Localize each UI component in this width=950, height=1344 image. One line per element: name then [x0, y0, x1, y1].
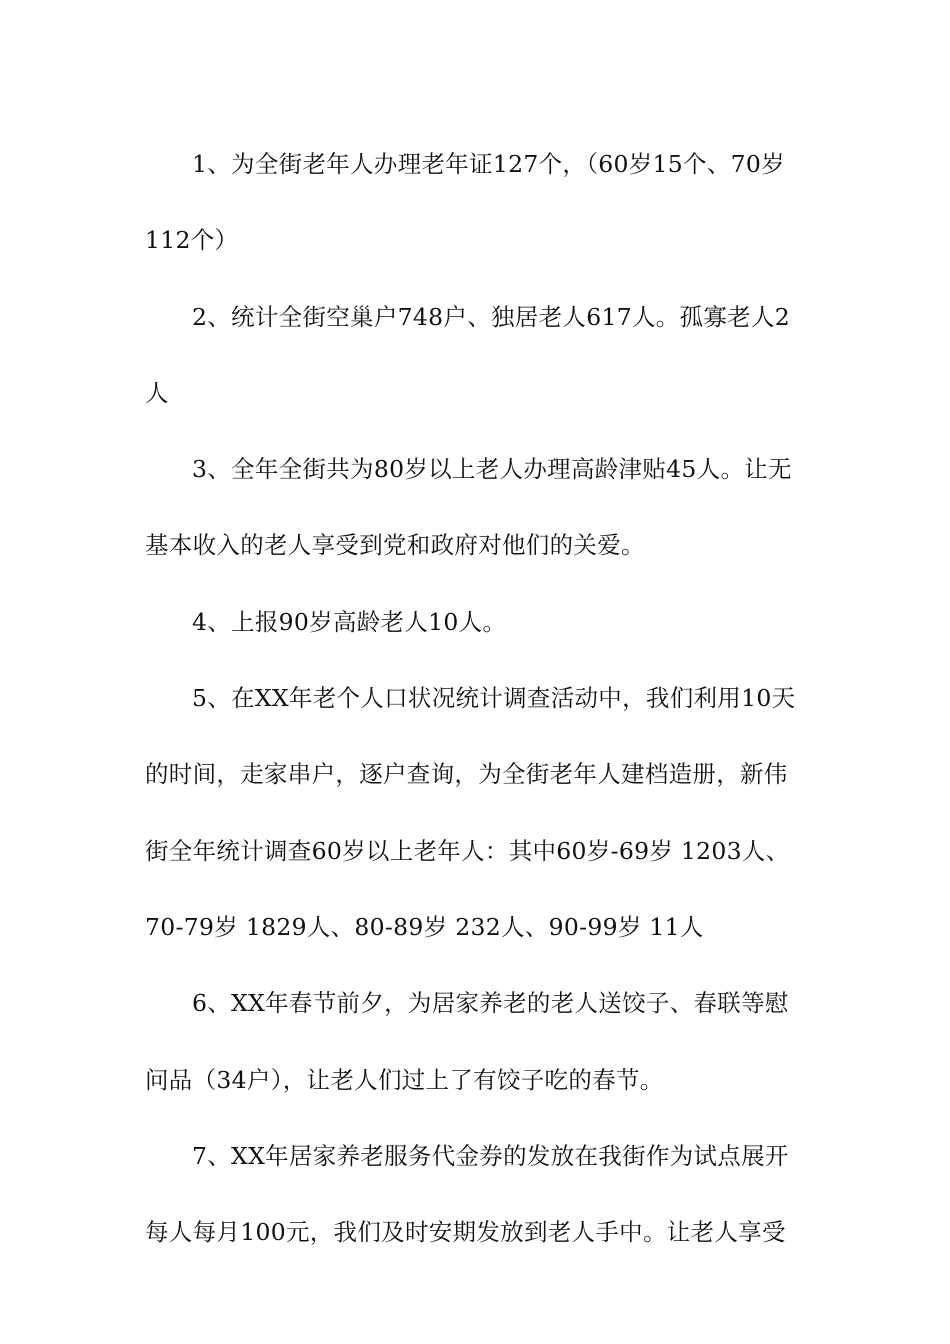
text-line-11: 70-79岁 1829人、80-89岁 232人、90-99岁 11人: [145, 912, 704, 941]
text-line-4: 人: [145, 378, 169, 407]
text-line-6: 基本收入的老人享受到党和政府对他们的关爱。: [145, 531, 645, 560]
text-line-15: 每人每月100元，我们及时安期发放到老人手中。让老人享受: [145, 1218, 786, 1247]
text-line-13: 问品（34户），让老人们过上了有饺子吃的春节。: [145, 1065, 664, 1094]
text-line-5: 3、全年全街共为80岁以上老人办理高龄津贴45人。让无: [192, 455, 792, 484]
text-line-14: 7、XX年居家养老服务代金券的发放在我街作为试点展开: [192, 1141, 789, 1170]
text-line-8: 5、在XX年老个人口状况统计调查活动中，我们利用10天: [192, 684, 796, 713]
text-line-9: 的时间，走家串户，逐户查询，为全街老年人建档造册，新伟: [145, 760, 788, 789]
text-line-10: 街全年统计调查60岁以上老年人：其中60岁-69岁 1203人、: [145, 836, 790, 865]
text-line-12: 6、XX年春节前夕，为居家养老的老人送饺子、春联等慰: [192, 989, 789, 1018]
text-line-1: 1、为全街老年人办理老年证127个，（60岁15个、70岁: [192, 150, 785, 178]
document-body: [145, 126, 817, 1270]
text-line-7: 4、上报90岁高龄老人10人。: [192, 607, 507, 636]
text-line-2: 112个）: [145, 226, 239, 255]
text-line-3: 2、统计全街空巢户748户、独居老人617人。孤寡老人2: [192, 302, 791, 331]
